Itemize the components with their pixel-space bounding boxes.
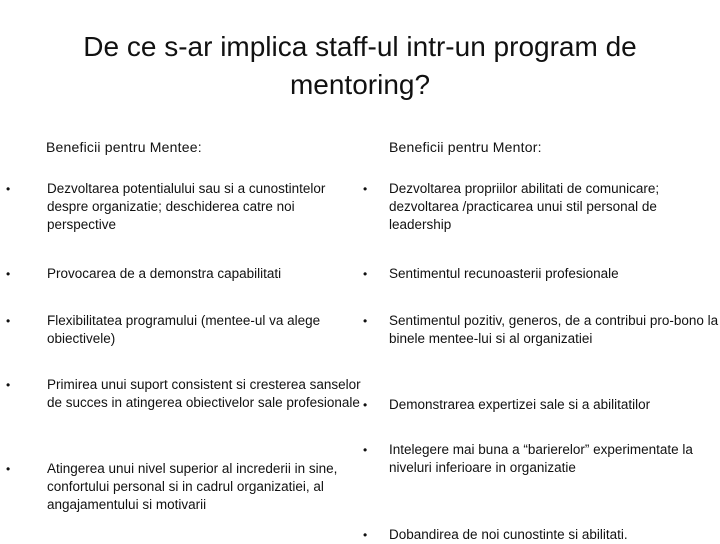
mentor-benefit-item: Sentimentul pozitiv, generos, de a contribui pro-bono la binele mentee-lui si al organizatiei — [389, 313, 719, 346]
mentor-benefit-item: Demonstrarea expertizei sale si a abilitatilor — [389, 397, 651, 412]
bullet-marker: • — [6, 267, 11, 281]
mentor-benefit-item: Dobandirea de noi cunostinte si abilitati. — [389, 527, 628, 542]
mentee-benefit-item: Dezvoltarea potentialului sau si a cunostintelor despre organizatie; deschiderea catre noi perspective — [47, 181, 326, 232]
mentor-benefits-heading: Beneficii pentru Mentor: — [389, 139, 542, 155]
mentee-benefits-heading: Beneficii pentru Mentee: — [46, 139, 202, 155]
bullet-marker: • — [6, 314, 11, 328]
mentee-benefit-item: Flexibilitatea programului (mentee-ul va alege obiectivele) — [47, 313, 321, 346]
mentee-benefit-item: Provocarea de a demonstra capabilitati — [47, 266, 282, 281]
slide-title: De ce s-ar implica staff-ul intr-un program de mentoring? — [83, 31, 637, 100]
mentee-benefit-item: Atingerea unui nivel superior al increderii in sine, confortului personal si in cadrul organizatiei, al angajamentului si motivarii — [47, 461, 338, 512]
mentee-benefit-item: Primirea unui suport consistent si cresterea sanselor de succes in atingerea obiectivelor sale profesionale — [47, 377, 361, 410]
mentor-benefit-item: Intelegere mai buna a “barierelor” experimentate la niveluri inferioare in organizatie — [389, 442, 693, 475]
bullet-marker: • — [6, 182, 11, 196]
bullet-marker: • — [6, 462, 11, 476]
bullet-marker: • — [363, 398, 368, 412]
mentor-benefit-item: Dezvoltarea propriilor abilitati de comunicare; dezvoltarea /practicarea unui stil personal de leadership — [389, 181, 660, 232]
bullet-marker: • — [363, 528, 368, 542]
bullet-marker: • — [363, 314, 368, 328]
bullet-marker: • — [363, 267, 368, 281]
mentor-benefit-item: Sentimentul recunoasterii profesionale — [389, 266, 619, 281]
bullet-marker: • — [6, 378, 11, 392]
bullet-marker: • — [363, 182, 368, 196]
bullet-marker: • — [363, 443, 368, 457]
